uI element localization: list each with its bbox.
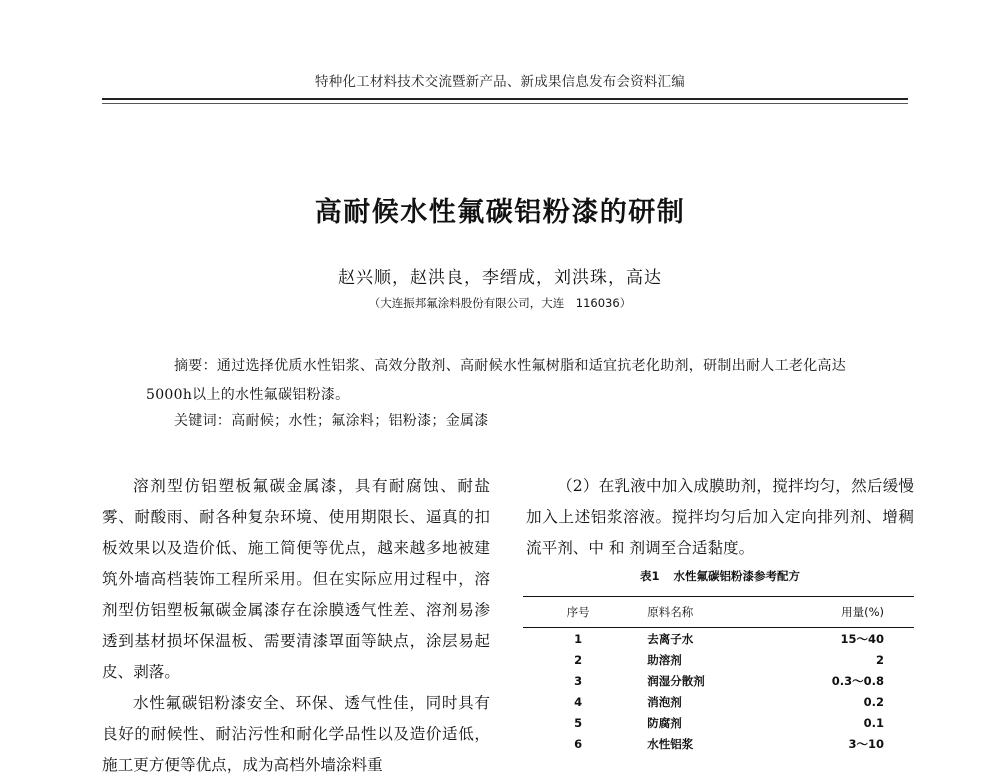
table-row [523, 712, 914, 733]
cell-no: 2 [574, 652, 583, 667]
table-row [523, 649, 914, 670]
body-paragraph: 水性氟碳铝粉漆安全、环保、透气性佳，同时具有良好的耐候性、耐沾污性和耐化学品性以及造价适低，施工更方便等优点，成为高档外墙涂料重 [102, 694, 490, 774]
formulation-table [523, 596, 914, 754]
table-row [523, 628, 914, 650]
cell-amount: 3～10 [848, 736, 884, 751]
author-list: 赵兴顺，赵洪良，李缙成，刘洪珠，高达 [338, 268, 662, 288]
table-row [523, 691, 914, 712]
table-row [523, 733, 914, 754]
keywords-text: 高耐候；水性；氟涂料；铝粉漆；金属漆 [231, 413, 489, 429]
table-header-row [523, 597, 914, 628]
cell-name: 水性铝浆 [647, 736, 694, 751]
cell-no: 1 [574, 631, 583, 646]
table-title: 水性氟碳铝粉漆参考配方 [673, 569, 800, 583]
cell-no: 4 [574, 694, 583, 709]
affiliation: （大连振邦氟涂料股份有限公司，大连 116036） [368, 296, 632, 310]
abstract-text: 通过选择优质水性铝浆、高效分散剂、高耐候水性氟树脂和适宜抗老化助剂，研制出耐人工老化高达5000h以上的水性氟碳铝粉漆。 [146, 358, 847, 403]
cell-amount: 0.1 [863, 715, 884, 730]
keywords [174, 410, 489, 430]
right-column [526, 471, 914, 564]
cell-amount: 2 [875, 652, 884, 667]
cell-name: 润湿分散剂 [647, 673, 705, 688]
table-number: 表1 [639, 569, 660, 583]
col-header-amount: 用量(%) [785, 597, 914, 628]
cell-name: 消泡剂 [647, 694, 682, 709]
cell-no: 5 [574, 715, 583, 730]
header-rule-thick [102, 98, 908, 100]
col-header-name: 原料名称 [633, 597, 785, 628]
keywords-label: 关键词： [174, 413, 232, 429]
left-column [102, 471, 490, 781]
abstract [146, 352, 876, 410]
header-rule-thin [102, 103, 908, 104]
table-row [523, 670, 914, 691]
running-header: 特种化工材料技术交流暨新产品、新成果信息发布会资料汇编 [315, 74, 685, 90]
cell-no: 6 [574, 736, 583, 751]
cell-name: 助溶剂 [647, 652, 682, 667]
cell-amount: 0.2 [863, 694, 884, 709]
cell-name: 去离子水 [647, 631, 694, 646]
cell-no: 3 [574, 673, 583, 688]
body-paragraph: （2）在乳液中加入成膜助剂，搅拌均匀，然后缓慢加入上述铝浆溶液。搅拌均匀后加入定向排列剂、增稠流平剂、中 和 剂调至合适黏度。 [526, 477, 914, 557]
col-header-no: 序号 [523, 597, 633, 628]
cell-amount: 15～40 [840, 631, 884, 646]
table-caption [526, 568, 914, 584]
cell-amount: 0.3～0.8 [831, 673, 884, 688]
body-paragraph: 溶剂型仿铝塑板氟碳金属漆，具有耐腐蚀、耐盐雾、耐酸雨、耐各种复杂环境、使用期限长、逼真的扣板效果以及造价低、施工简便等优点，越来越多地被建筑外墙高档装饰工程所采用。但在实际应用过程中，溶剂型仿铝塑板氟碳金属漆存在涂膜透气性差、溶剂易渗透到基材损坏保温板、需要清漆罩面等缺点，涂层易起皮、剥落。 [102, 477, 490, 681]
abstract-label: 摘要： [174, 358, 217, 374]
paper-title: 高耐候水性氟碳铝粉漆的研制 [314, 197, 686, 228]
cell-name: 防腐剂 [647, 715, 682, 730]
